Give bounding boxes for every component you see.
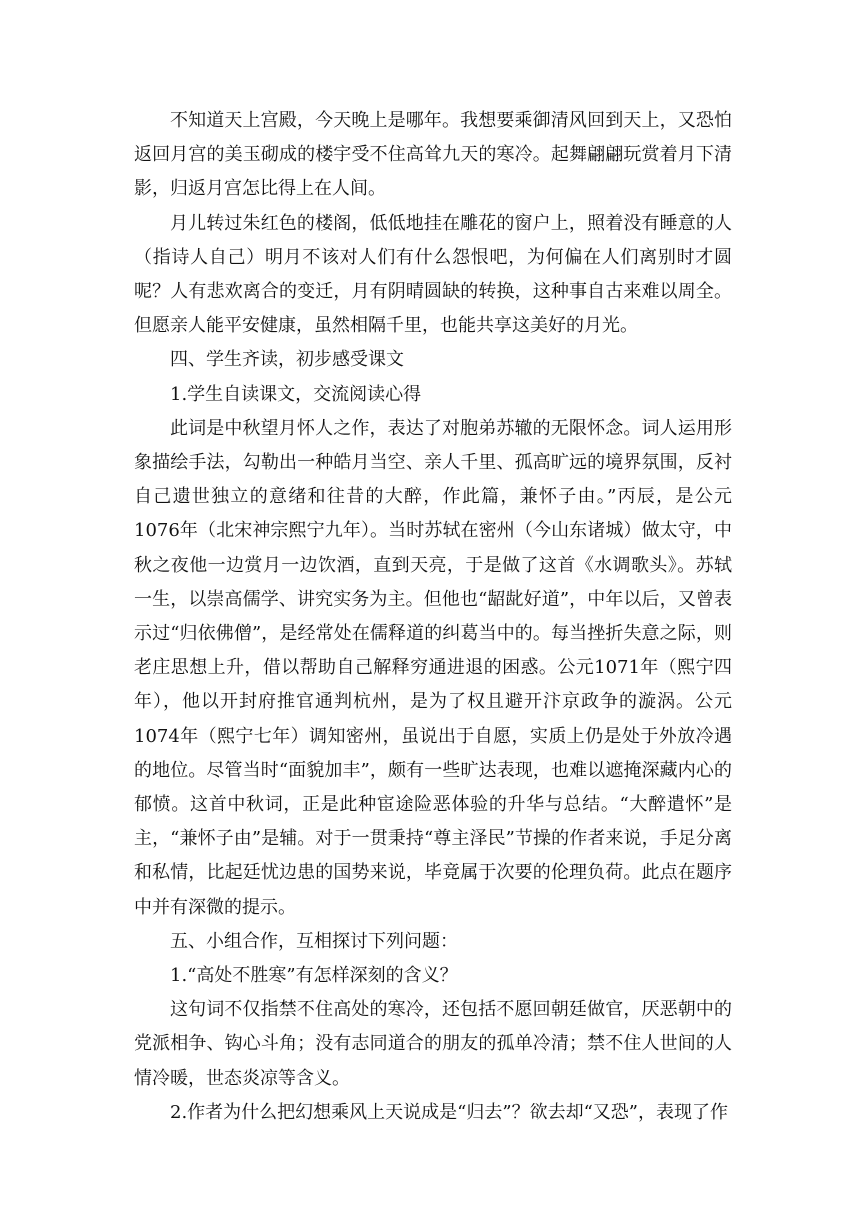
question-2: 2.作者为什么把幻想乘风上天说成是“归去”？欲去却“又恐”，表现了作 — [170, 1101, 728, 1123]
paragraph-translation-1: 不知道天上宫殿，今天晚上是哪年。我想要乘御清风回到天上，又恐怕返回月宫的美玉砌成的楼宇受不住高耸九天的寒冷。起舞翩翩玩赏着月下清影，归返月宫怎比得上在人间。 — [134, 110, 732, 200]
question-1: 1.“高处不胜寒”有怎样深刻的含义？ — [170, 965, 458, 987]
subheading-1: 1.学生自读课文，交流阅读心得 — [170, 383, 422, 405]
document-body — [134, 104, 732, 1130]
section-heading-5: 五、小组合作，互相探讨下列问题： — [170, 930, 458, 952]
answer-1: 这句词不仅指禁不住高处的寒冷，还包括不愿回朝廷做官，厌恶朝中的党派相争、钩心斗角；没有志同道合的朋友的孤单冷清；禁不住人世间的人情冷暖，世态炎凉等含义。 — [134, 999, 732, 1089]
paragraph-translation-2: 月儿转过朱红色的楼阁，低低地挂在雕花的窗户上，照着没有睡意的人（指诗人自己）明月不该对人们有什么怨恨吧，为何偏在人们离别时才圆呢？人有悲欢离合的变迁，月有阴晴圆缺的转换，这种事自古来难以周全。但愿亲人能平安健康，虽然相隔千里，也能共享这美好的月光。 — [134, 212, 732, 337]
section-heading-4: 四、学生齐读，初步感受课文 — [170, 349, 404, 371]
paragraph-background: 此词是中秋望月怀人之作，表达了对胞弟苏辙的无限怀念。词人运用形象描绘手法，勾勒出一种皓月当空、亲人千里、孤高旷远的境界氛围，反衬自己遗世独立的意绪和往昔的大醉，作此篇，兼怀子由。”丙辰，是公元1076年（北宋神宗熙宁九年）。当时苏轼在密州（今山东诸城）做太守，中秋之夜他一边赏月一边饮酒，直到天亮，于是做了这首《水调歌头》。苏轼一生，以崇高儒学、讲究实务为主。但他也“龆龀好道”，中年以后，又曾表示过“归依佛僧”，是经常处在儒释道的纠葛当中的。每当挫折失意之际，则老庄思想上升，借以帮助自己解释穷通进退的困惑。公元1071年（熙宁四年），他以开封府推官通判杭州，是为了权且避开汴京政争的漩涡。公元1074年（熙宁七年）调知密州，虽说出于自愿，实质上仍是处于外放冷遇的地位。尽管当时“面貌加丰”，颇有一些旷达表现，也难以遮掩深藏内心的郁愤。这首中秋词，正是此种宦途险恶体验的升华与总结。“大醉遣怀”是主，“兼怀子由”是辅。对于一贯秉持“尊主泽民”节操的作者来说，手足分离和私情，比起廷忧边患的国势来说，毕竟属于次要的伦理负荷。此点在题序中并有深微的提示。 — [134, 417, 732, 918]
